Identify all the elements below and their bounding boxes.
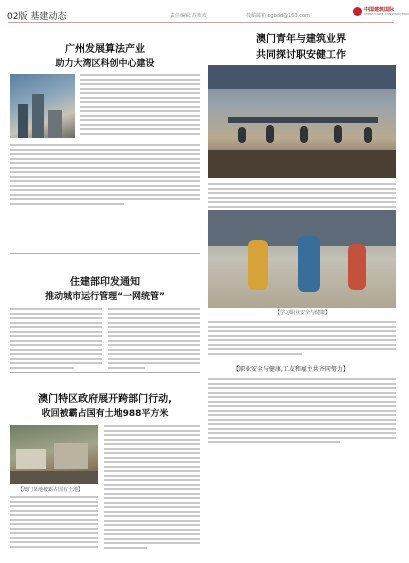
article-2-body-3	[208, 378, 396, 446]
article-4-title-line2: 收回被霸占国有土地988平方米	[41, 409, 169, 419]
safety-photo-caption: 【学习职业安全与健康】	[275, 310, 331, 316]
publisher-logo	[353, 5, 409, 19]
article-3-divider	[10, 372, 200, 373]
article-2-body-2	[208, 321, 396, 357]
logo-subtitle: CHINA STATE CONSTRUCTION	[364, 12, 409, 16]
article-4-body-left	[10, 496, 98, 550]
article-1-divider	[10, 253, 200, 254]
article-2-safety-photo	[208, 210, 396, 308]
article-2-photo	[208, 65, 396, 178]
article-2-title-line2: 共同探讨职安健工作	[256, 50, 346, 61]
editor-credit: 责任编辑:苏欢欢	[170, 13, 207, 19]
article-1-body-bottom	[10, 144, 200, 207]
submission-email[interactable]: 投稿邮箱:cgbdd@163.com	[246, 13, 310, 19]
article-1-title-line1: 广州发展算法产业	[65, 44, 145, 55]
logo-name: 中国建筑国际	[364, 7, 395, 13]
article-4-photo	[10, 425, 98, 484]
article-3-title-line2: 推动城市运行管理“一网统管”	[45, 292, 165, 302]
article-1-title-line2: 助力大湾区科创中心建设	[55, 59, 155, 69]
article-1-body-right	[80, 74, 200, 137]
article-2-title-line1: 澳门青年与建筑业界	[256, 34, 346, 45]
article-4-title-line1: 澳门特区政府展开跨部门行动,	[38, 394, 172, 405]
article-4-body-right	[104, 425, 200, 551]
article-3-body-left	[10, 308, 102, 371]
header-divider	[8, 22, 394, 23]
logo-icon	[353, 7, 362, 16]
land-photo-caption: 【澳门某地被霸占国有土地】	[18, 487, 84, 493]
article-1-photo	[10, 74, 75, 138]
article-3-title-line1: 住建部印发通知	[70, 277, 140, 288]
article-3-body-right	[108, 308, 200, 371]
safety-subheading: 【职业安全与健康,工友和雇主共齐同努力】	[233, 366, 349, 373]
page-label: 02版 基建动态	[7, 12, 67, 22]
